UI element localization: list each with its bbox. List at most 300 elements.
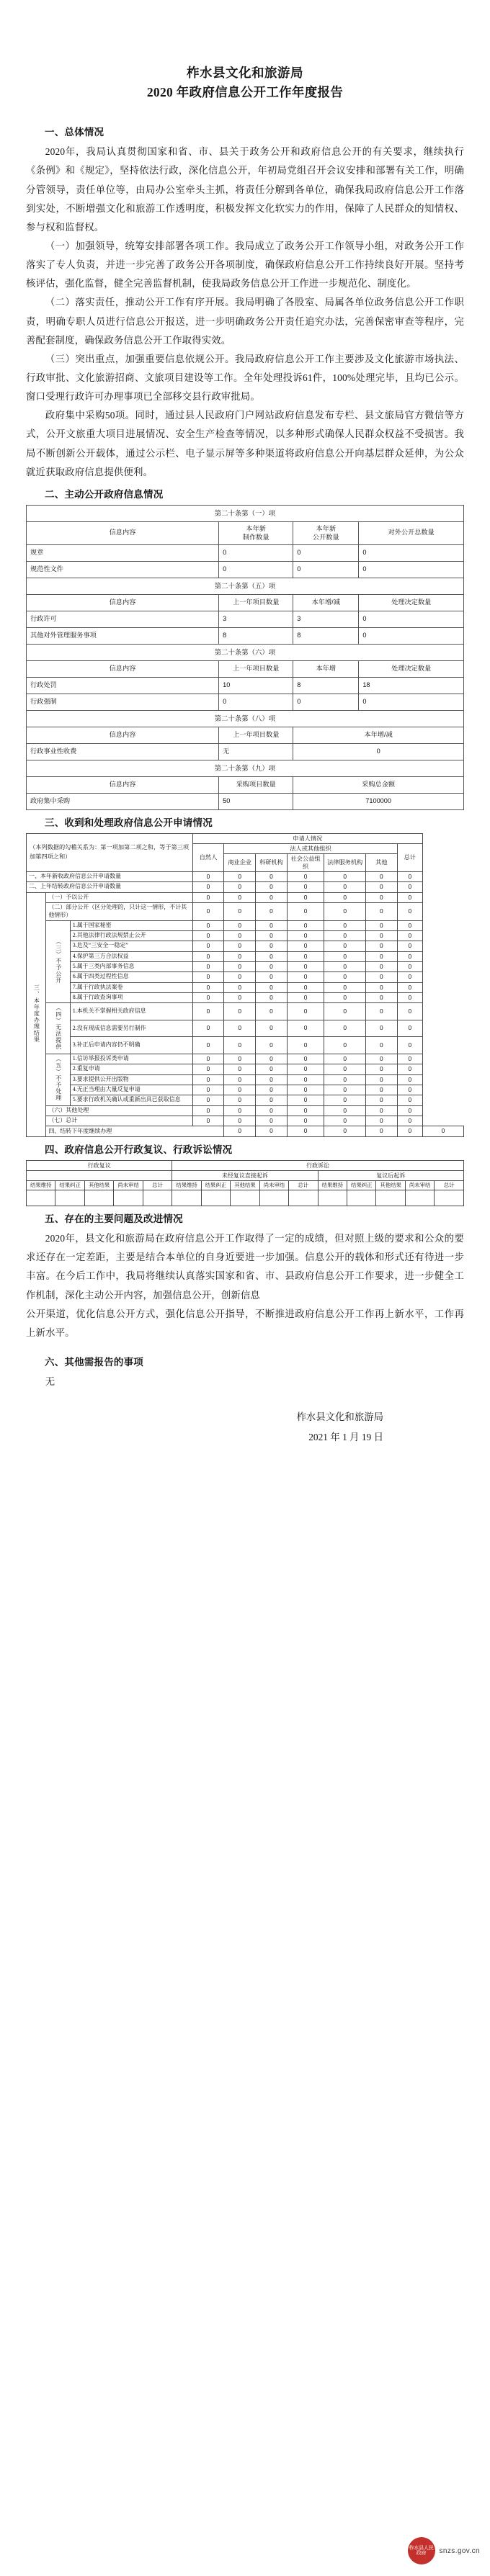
cell-value: 3: [219, 611, 293, 627]
cell-value: 0: [324, 982, 366, 992]
cell-value: [27, 1190, 55, 1206]
col-header-after-pending: 尚未审结: [405, 1180, 434, 1190]
cell-label: 4.保护第三方合法权益: [70, 951, 192, 961]
cell-label: 1.属于国家秘密: [70, 920, 192, 930]
cell-value: [143, 1190, 172, 1206]
cell-label: 四、结转下年度继续办理: [46, 1126, 224, 1136]
cell-value: 0: [366, 930, 398, 941]
col-header-info: 信息内容: [27, 776, 219, 793]
table-row: [27, 1074, 464, 1085]
cell-value: 0: [256, 982, 288, 992]
header-after-review-litigation: 复议后起诉: [318, 1170, 463, 1180]
cell-value: 0: [192, 892, 224, 902]
cell-value: 0: [192, 1020, 224, 1037]
cell-label: （一）予以公开: [46, 892, 192, 902]
table-row: [27, 902, 464, 920]
cell-label: 行政事业性收费: [27, 743, 219, 760]
cell-value: 0: [324, 1105, 366, 1116]
cell-label: 3.危及“三安全一稳定”: [70, 941, 192, 951]
table-row: [27, 1190, 464, 1206]
cell-value: 0: [366, 941, 398, 951]
cell-value: 0: [324, 930, 366, 941]
group-label-yearly-result-text: 三、本年度办理结果: [33, 984, 40, 1043]
cell-label: 行政许可: [27, 611, 219, 627]
cell-value: 0: [287, 892, 324, 902]
cell-value: 0: [324, 941, 366, 951]
cell-value: 0: [192, 930, 224, 941]
cell-value: 0: [324, 1020, 366, 1037]
col-header-new-published: [293, 521, 359, 544]
cell-value: 0: [397, 951, 422, 961]
col-header-info: 信息内容: [27, 660, 219, 677]
cell-label: 8.属于行政查询事项: [70, 992, 192, 1002]
col-header-after-corrected: 结果纠正: [347, 1180, 375, 1190]
cell-value: 0: [324, 1095, 366, 1105]
col-header-research: 科研机构: [256, 853, 288, 871]
cell-value: 0: [359, 561, 464, 578]
cell-value: 0: [256, 1064, 288, 1074]
col-header-info: 信息内容: [27, 594, 219, 611]
cell-value: 0: [397, 1054, 422, 1064]
cell-label: 二、上年结转政府信息公开申请数量: [27, 882, 193, 892]
cell-value: 0: [397, 1126, 422, 1136]
table-row: [27, 871, 464, 881]
cell-value: 0: [324, 992, 366, 1002]
table-row: [27, 1054, 464, 1064]
cell-value: 0: [287, 871, 324, 881]
cell-value: 0: [397, 961, 422, 971]
cell-value: 0: [366, 1105, 398, 1116]
col-header-other: 其他: [366, 853, 398, 871]
document-footer: [0, 2536, 490, 2569]
table-band-clause-5: 第二十条第（五）项: [27, 578, 464, 594]
table-row: [27, 793, 464, 809]
subgroup-label-not-handled: [46, 1054, 70, 1105]
header-applicant-situation: 申请人情况: [192, 833, 422, 843]
table-row: [27, 611, 464, 627]
table-band-clause-8: 第二十条第（八）项: [27, 710, 464, 727]
cell-value: 0: [192, 961, 224, 971]
cell-value: 0: [324, 961, 366, 971]
cell-value: 0: [366, 1037, 398, 1054]
cell-value: 0: [224, 871, 256, 881]
cell-value: 0: [256, 951, 288, 961]
header-administrative-review: 行政复议: [27, 1160, 172, 1170]
table-row: [27, 1003, 464, 1020]
cell-value: 0: [224, 1054, 256, 1064]
review-litigation-table: [26, 1160, 464, 1207]
paragraph-problems-2: 公开渠道，优化信息公开方式，强化信息公开指导，不断推进政府信息公开工作再上新水平，工作再上新水平。: [26, 1308, 464, 1338]
cell-label: 一、本年新收政府信息公开申请数量: [27, 871, 193, 881]
cell-value: 18: [359, 677, 464, 694]
cell-value: 0: [192, 992, 224, 1002]
cell-value: [201, 1190, 230, 1206]
cell-value: [259, 1190, 288, 1206]
cell-value: 0: [397, 992, 422, 1002]
col-header-decisions: 处理决定数量: [359, 594, 464, 611]
paragraph-overview-1: 2020年，我局认真贯彻国家和省、市、县关于政务公开和政府信息公开的有关要求，继续执行《条例》和《规定》，坚持依法行政，深化信息公开，年初局党组召开会议安排和部署有关工作，明确分管领导，责任单位等，由局办公室牵头主抓，将责任分解到各单位，确保我局政府信息公开工作落到实处，不断增强文化和旅游工作透明度，积极发挥文化软实力的作用，保障了人民群众的知情权、参与权和监督权。: [26, 146, 464, 233]
cell-value: 0: [366, 972, 398, 982]
cell-value: 0: [397, 1020, 422, 1037]
col-header-new-made-line2: 制作数量: [242, 534, 270, 542]
col-header-purchase-count: 采购项目数量: [219, 776, 293, 793]
cell-value: 0: [366, 1003, 398, 1020]
col-header-direct-other: 其他结果: [231, 1180, 259, 1190]
cell-value: 0: [359, 544, 464, 561]
table-row: [27, 1064, 464, 1074]
cell-value: 0: [192, 941, 224, 951]
cell-value: 0: [324, 1085, 366, 1095]
cell-value: 0: [324, 871, 366, 881]
cell-label: 其他对外管理服务事项: [27, 627, 219, 644]
section-heading-other-matters: 六、其他需报告的事项: [45, 1356, 143, 1368]
paragraph-other-matters: 无: [45, 1375, 55, 1387]
cell-value: 0: [287, 941, 324, 951]
cell-value: 0: [224, 992, 256, 1002]
cell-value: 0: [366, 1064, 398, 1074]
col-header-prev-year: 上一年项目数量: [219, 727, 293, 743]
cell-value: 0: [224, 1064, 256, 1074]
cell-value: 0: [366, 1116, 398, 1126]
cell-value: 0: [324, 1037, 366, 1054]
table-row: [27, 1116, 464, 1126]
cell-value: 0: [366, 951, 398, 961]
table-row: [27, 677, 464, 694]
cell-value: 0: [287, 882, 324, 892]
cell-label: 行政强制: [27, 694, 219, 710]
cell-value: 0: [224, 882, 256, 892]
cell-value: 0: [192, 982, 224, 992]
col-header-direct-total: 总计: [289, 1180, 318, 1190]
cell-value: 0: [192, 902, 224, 920]
col-header-delta: 本年增/减: [293, 594, 359, 611]
cell-value: 0: [366, 1085, 398, 1095]
cell-value: 0: [192, 951, 224, 961]
cell-value: 8: [293, 627, 359, 644]
cell-value: 0: [324, 1116, 366, 1126]
cell-value: 0: [256, 992, 288, 1002]
cell-value: [55, 1190, 84, 1206]
table-row: [27, 743, 464, 760]
table-row: [27, 882, 464, 892]
cell-value: [435, 1190, 464, 1206]
cell-value: 0: [192, 1095, 224, 1105]
cell-value: 0: [324, 1126, 366, 1136]
signature-date: 2021 年 1 月 19 日: [308, 1431, 383, 1442]
cell-value: 3: [293, 611, 359, 627]
col-header-after-total: 总计: [435, 1180, 464, 1190]
col-header-after-other: 其他结果: [376, 1180, 405, 1190]
cell-value: 0: [256, 972, 288, 982]
cell-value: 0: [256, 1020, 288, 1037]
table-row: [27, 627, 464, 644]
table-row: [27, 930, 464, 941]
col-header-purchase-amount: 采购总金额: [293, 776, 464, 793]
cell-value: 0: [366, 1074, 398, 1085]
cell-value: 0: [192, 882, 224, 892]
col-header-legal-service: 法律服务机构: [324, 853, 366, 871]
col-header-review-total: 总计: [143, 1180, 172, 1190]
col-header-info: 信息内容: [27, 521, 219, 544]
cell-value: 0: [324, 1054, 366, 1064]
cell-value: 0: [256, 902, 288, 920]
cell-value: 0: [397, 1003, 422, 1020]
cell-value: 0: [256, 1085, 288, 1095]
signature-org: 柞水县文化和旅游局: [296, 1412, 383, 1423]
header-direct-litigation: 未经复议直接起诉: [172, 1170, 318, 1180]
cell-value: 0: [397, 902, 422, 920]
cell-value: 0: [293, 544, 359, 561]
cell-value: [172, 1190, 201, 1206]
cell-value: 0: [192, 1074, 224, 1085]
cell-value: 0: [324, 1003, 366, 1020]
proactive-disclosure-table: [26, 505, 464, 810]
table-row: [27, 561, 464, 578]
table-row: [27, 920, 464, 930]
col-header-total: 总计: [397, 843, 422, 871]
subgroup-label-cannot-provide-text: （四）无法提供: [55, 1005, 62, 1051]
cell-label: 4.无正当理由大量反复申请: [70, 1085, 192, 1095]
cell-value: 0: [256, 930, 288, 941]
col-header-total-public: 对外公开总数量: [359, 521, 464, 544]
cell-value: 0: [224, 941, 256, 951]
cell-value: 0: [224, 972, 256, 982]
cell-value: [376, 1190, 405, 1206]
cell-value: 0: [397, 1085, 422, 1095]
cell-value: 0: [192, 1116, 224, 1126]
cell-value: 0: [397, 892, 422, 902]
cell-value: [405, 1190, 434, 1206]
cell-value: 0: [366, 1054, 398, 1064]
cell-value: 0: [293, 694, 359, 710]
cell-value: 0: [256, 1037, 288, 1054]
footer-seal-group: [408, 2537, 480, 2564]
cell-value: 0: [287, 1085, 324, 1095]
cell-value: 0: [324, 920, 366, 930]
cell-value: 0: [287, 1116, 324, 1126]
cell-value: [231, 1190, 259, 1206]
cell-value: 0: [397, 882, 422, 892]
cell-value: 0: [287, 1126, 324, 1136]
cell-value: 0: [324, 951, 366, 961]
cell-value: 0: [287, 920, 324, 930]
cell-value: 0: [293, 743, 464, 760]
cell-value: 无: [219, 743, 293, 760]
cell-value: 0: [224, 1116, 256, 1126]
cell-value: 0: [224, 1020, 256, 1037]
table-row: [27, 982, 464, 992]
subgroup-label-cannot-provide: [46, 1003, 70, 1054]
cell-value: 8: [219, 627, 293, 644]
cell-value: 0: [359, 627, 464, 644]
cell-value: 0: [224, 920, 256, 930]
cell-value: 0: [397, 1064, 422, 1074]
table-row: [27, 1095, 464, 1105]
cell-value: 0: [192, 920, 224, 930]
cell-value: 0: [324, 882, 366, 892]
cell-value: 0: [366, 902, 398, 920]
cell-value: 0: [224, 902, 256, 920]
cell-value: 0: [287, 1020, 324, 1037]
cell-value: 0: [366, 1020, 398, 1037]
subgroup-label-not-disclosed: [46, 920, 70, 1003]
cell-value: 0: [397, 982, 422, 992]
col-header-prev-year: 上一年项目数量: [219, 660, 293, 677]
cell-value: 0: [256, 1105, 288, 1116]
applications-note: （本列数据的勾稽关系为：第一项加第二项之和，等于第三项加第四项之和）: [27, 833, 193, 871]
cell-value: 0: [224, 1105, 256, 1116]
cell-value: 0: [256, 920, 288, 930]
paragraph-overview-2: （一）加强领导，统筹安排部署各项工作。我局成立了政务公开工作领导小组，对政务公开工作落实了专人负责，并进一步完善了政务公开各项制度，确保政府信息公开工作持续良好开展。坚持考核评估，强化监督，健全完善监督机制，使我局政务信息公开工作进一步规范化、制度化。: [26, 240, 464, 290]
cell-value: 0: [359, 694, 464, 710]
cell-value: 0: [287, 1037, 324, 1054]
table-row: [27, 694, 464, 710]
cell-value: 0: [256, 1003, 288, 1020]
cell-label: 2.没有现成信息需要另行制作: [70, 1020, 192, 1037]
cell-value: 0: [397, 1074, 422, 1085]
col-header-delta: 本年增/减: [293, 727, 464, 743]
col-header-review-other: 其他结果: [84, 1180, 113, 1190]
seal-label: 柞水县人民政府: [409, 2545, 434, 2556]
cell-value: 0: [366, 992, 398, 1002]
table-row: [27, 1085, 464, 1095]
cell-value: [114, 1190, 143, 1206]
header-administrative-litigation: 行政诉讼: [172, 1160, 464, 1170]
cell-label: 1.本机关不掌握相关政府信息: [70, 1003, 192, 1020]
cell-value: 0: [256, 1054, 288, 1064]
cell-value: 0: [287, 951, 324, 961]
paragraph-problems-1: 2020年，县文化和旅游局在政府信息公开工作取得了一定的成绩，但对照上级的要求和公众的要求还存在一定差距，主要是结合本单位的自身近要进一步加强。信息公开的载体和形式还有待进一步丰富。在今后工作中，我局将继续认真落实国家和省、市、县政府信息公开工作要求，进一步健全工作机制，深化主动公开内容，加强信息公开，创新信息: [26, 1233, 464, 1301]
cell-value: 0: [366, 920, 398, 930]
paragraph-overview-3: （二）落实责任，推动公开工作有序开展。我局明确了各股室、局属各单位政务信息公开工作职责，明确专职人员进行信息公开报送，进一步明确政务公开责任追究办法，完善保密审查等程序，完善配套制度，确保政务信息公开工作取得实效。: [26, 297, 464, 346]
cell-value: 0: [287, 930, 324, 941]
col-header-info: 信息内容: [27, 727, 219, 743]
cell-value: 8: [293, 677, 359, 694]
section-heading-applications: 三、收到和处理政府信息公开申请情况: [45, 817, 213, 828]
col-header-direct-upheld: 结果维持: [172, 1180, 201, 1190]
footer-site-url: snzs.gov.cn: [439, 2546, 480, 2555]
cell-value: 0: [287, 961, 324, 971]
cell-value: 0: [256, 1074, 288, 1085]
cell-value: 0: [366, 1126, 398, 1136]
cell-value: 0: [324, 1074, 366, 1085]
cell-value: 0: [287, 972, 324, 982]
cell-value: 0: [287, 1105, 324, 1116]
subgroup-label-not-handled-text: （五）不予处理: [55, 1056, 62, 1102]
cell-value: 0: [224, 982, 256, 992]
cell-value: 0: [224, 1003, 256, 1020]
cell-value: 0: [397, 1116, 422, 1126]
cell-value: 0: [192, 1085, 224, 1095]
table-row: [27, 972, 464, 982]
cell-value: 0: [192, 1037, 224, 1054]
cell-value: 0: [397, 1095, 422, 1105]
cell-value: 50: [219, 793, 293, 809]
cell-value: 0: [219, 561, 293, 578]
col-header-direct-pending: 尚未审结: [259, 1180, 288, 1190]
cell-value: 0: [366, 1095, 398, 1105]
cell-label: 5.属于三类内部事务信息: [70, 961, 192, 971]
table-row: [27, 544, 464, 561]
col-header-new-published-line1: 本年新: [316, 524, 337, 532]
table-band-clause-1: 第二十条第（一）项: [27, 505, 464, 521]
cell-label: 规范性文件: [27, 561, 219, 578]
page-title: 柞水县文化和旅游局: [187, 66, 303, 80]
cell-value: 0: [192, 972, 224, 982]
cell-label: 1.信访举报投诉类申请: [70, 1054, 192, 1064]
cell-value: 0: [397, 972, 422, 982]
cell-value: 0: [287, 1003, 324, 1020]
paragraph-overview-5: 政府集中采购50项。同时，通过县人民政府门户网站政府信息发布专栏、县文旅局官方微信等方式，公开文旅重大项目进展情况、安全生产检查等情况，以多种形式确保人民群众权益不受损害。我局不断创新公开载体，通过公示栏、电子显示屏等多种渠道将政府信息公开向基层群众延伸，为公众就近获取政府信息提供便利。: [26, 410, 464, 477]
cell-value: 0: [192, 1064, 224, 1074]
cell-value: 0: [324, 892, 366, 902]
cell-value: 7100000: [293, 793, 464, 809]
cell-label: 政府集中采购: [27, 793, 219, 809]
cell-value: [289, 1190, 318, 1206]
col-header-after-upheld: 结果维持: [318, 1180, 347, 1190]
cell-value: 0: [397, 920, 422, 930]
table-row: [27, 1126, 464, 1136]
cell-label: 3.要求提供公开出版物: [70, 1074, 192, 1085]
government-seal-icon: [408, 2537, 435, 2564]
cell-value: 0: [224, 1037, 256, 1054]
cell-value: 0: [287, 982, 324, 992]
section-heading-overview: 一、总体情况: [45, 127, 104, 138]
cell-value: 0: [256, 1095, 288, 1105]
cell-value: 0: [397, 1105, 422, 1116]
cell-value: 0: [324, 1064, 366, 1074]
cell-value: 10: [219, 677, 293, 694]
cell-value: [318, 1190, 347, 1206]
cell-label: 3.补正后申请内容仍不明确: [70, 1037, 192, 1054]
table-row: [27, 892, 464, 902]
cell-value: 0: [397, 930, 422, 941]
cell-label: （七）总计: [46, 1116, 192, 1126]
col-header-review-pending: 尚未审结: [114, 1180, 143, 1190]
cell-value: 0: [287, 902, 324, 920]
cell-value: 0: [224, 1095, 256, 1105]
cell-value: 0: [359, 611, 464, 627]
cell-value: 0: [192, 871, 224, 881]
cell-value: 0: [256, 882, 288, 892]
cell-value: 0: [256, 961, 288, 971]
col-header-decisions: 处理决定数量: [359, 660, 464, 677]
cell-value: 0: [287, 1054, 324, 1064]
cell-value: 0: [192, 1054, 224, 1064]
document-header: [0, 0, 490, 102]
section-heading-proactive: 二、主动公开政府信息情况: [45, 488, 164, 500]
cell-value: 0: [256, 892, 288, 902]
cell-label: 规章: [27, 544, 219, 561]
group-label-yearly-result: [27, 892, 46, 1136]
cell-value: 0: [192, 1003, 224, 1020]
paragraph-overview-4: （三）突出重点，加强重要信息依规公开。我局政府信息公开工作主要涉及文化旅游市场执法、行政审批、文化旅游招商、文旅项目建设等工作。全年处理投诉61件，100%处理完毕，且均已公示。窗口受理行政许可办理事项已全部移交县行政审批局。: [26, 353, 464, 403]
cell-label: 2.其他法律行政法规禁止公开: [70, 930, 192, 941]
page-subtitle: 2020 年政府信息公开工作年度报告: [146, 85, 344, 100]
applications-table: [26, 833, 464, 1137]
cell-value: 0: [366, 982, 398, 992]
cell-value: 0: [219, 694, 293, 710]
col-header-review-upheld: 结果维持: [27, 1180, 55, 1190]
cell-value: 0: [397, 871, 422, 881]
signature-block: [26, 1407, 464, 1447]
col-header-natural-person: 自然人: [192, 843, 224, 871]
cell-value: 0: [224, 1085, 256, 1095]
col-header-new-published-line2: 公开数量: [312, 534, 339, 542]
col-header-new-made-line1: 本年新: [246, 524, 266, 532]
table-row: [27, 941, 464, 951]
cell-value: 0: [397, 1037, 422, 1054]
